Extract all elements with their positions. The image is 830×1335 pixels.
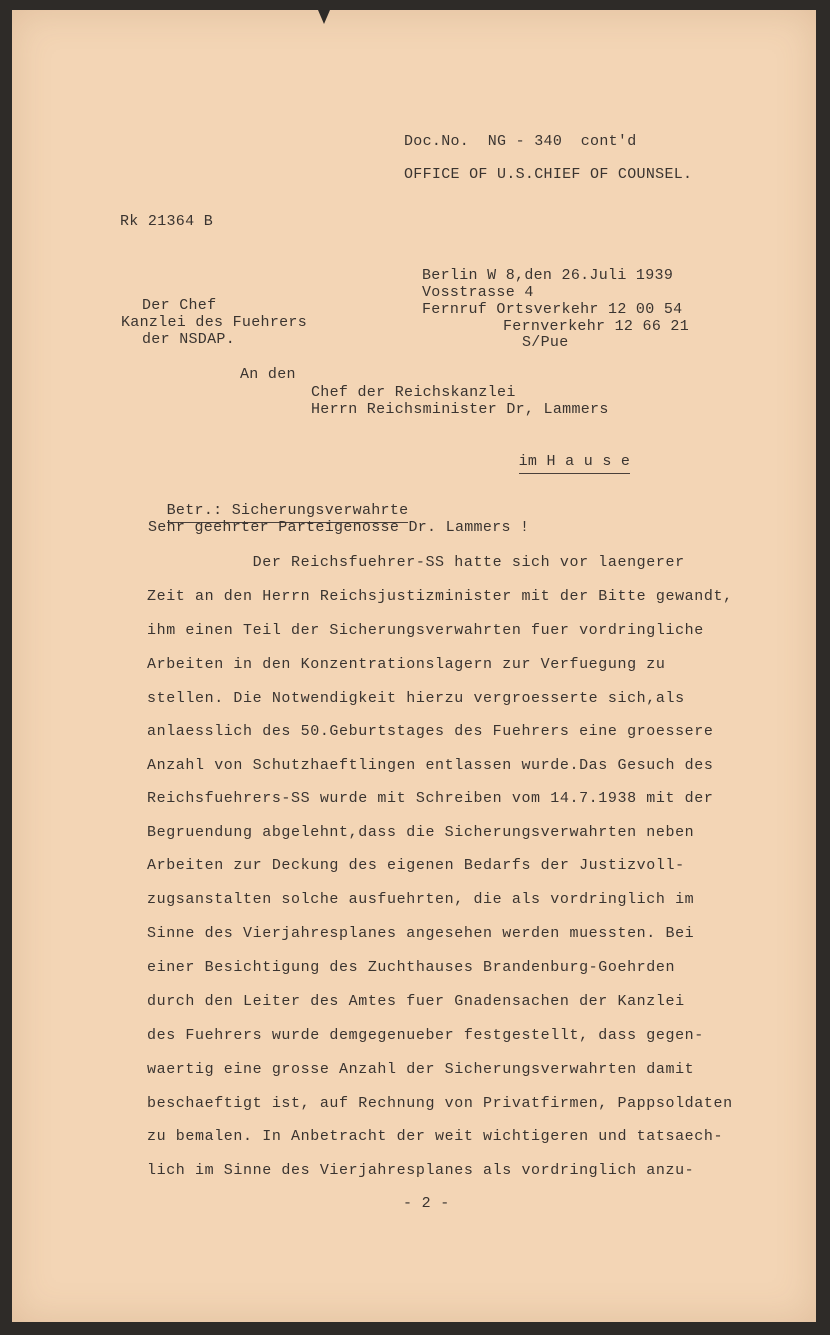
phone-local: Fernruf Ortsverkehr 12 00 54 [422,301,683,318]
subject-wrap [148,485,408,519]
recipient-name: Herrn Reichsminister Dr, Lammers [311,401,609,418]
body-line: Anzahl von Schutzhaeftlingen entlassen wurde.Das Gesuch des [147,757,714,774]
address: Vosstrasse 4 [422,284,534,301]
body-line: Begruendung abgelehnt,dass die Sicherungsverwahrten neben [147,824,695,841]
sender-title: Der Chef [142,297,217,314]
sender-party: der NSDAP. [142,331,236,348]
salutation: Sehr geehrter Parteigenosse Dr. Lammers ! [148,519,530,536]
recipient-title: Chef der Reichskanzlei [311,384,516,401]
initials: S/Pue [522,334,569,351]
body-line: Sinne des Vierjahresplanes angesehen werden muessten. Bei [147,925,695,942]
body-line: durch den Leiter des Amtes fuer Gnadensachen der Kanzlei [147,993,685,1010]
reference-number: Rk 21364 B [120,213,214,230]
sender-office: Kanzlei des Fuehrers [121,314,308,331]
subject-line: Betr.: Sicherungsverwahrte [167,502,409,523]
office-line: OFFICE OF U.S.CHIEF OF COUNSEL. [404,166,693,183]
body-line: Arbeiten zur Deckung des eigenen Bedarfs der Justizvoll- [147,857,685,874]
body-line: Der Reichsfuehrer-SS hatte sich vor laengerer [147,554,685,571]
body-line: zugsanstalten solche ausfuehrten, die als vordringlich im [147,891,695,908]
body-line: des Fuehrers wurde demgegenueber festgestellt, dass gegen- [147,1027,704,1044]
body-line: beschaeftigt ist, auf Rechnung von Privatfirmen, Pappsoldaten [147,1095,733,1112]
place-date: Berlin W 8,den 26.Juli 1939 [422,267,674,284]
recipient-to: An den [240,366,296,383]
body-line: einer Besichtigung des Zuchthauses Brandenburg-Goehrden [147,959,676,976]
paper-tear [318,10,330,24]
body-line: ihm einen Teil der Sicherungsverwahrten fuer vordringliche [147,622,704,639]
recipient-location: im H a u s e [519,453,631,474]
body-line: anlaesslich des 50.Geburtstages des Fuehrers eine groessere [147,723,714,740]
body-line: stellen. Die Notwendigkeit hierzu vergroesserte sich,als [147,690,685,707]
body-line: zu bemalen. In Anbetracht der weit wichtigeren und tatsaech- [147,1128,724,1145]
body-line: lich im Sinne des Vierjahresplanes als vordringlich anzu- [147,1162,695,1179]
recipient-location-wrap [500,436,630,470]
page-number: - 2 - [403,1195,450,1212]
body-line: Reichsfuehrers-SS wurde mit Schreiben vom 14.7.1938 mit der [147,790,714,807]
body-line: Zeit an den Herrn Reichsjustizminister mit der Bitte gewandt, [147,588,733,605]
body-line: Arbeiten in den Konzentrationslagern zur Verfuegung zu [147,656,666,673]
phone-long-distance: Fernverkehr 12 66 21 [503,318,690,335]
doc-number: Doc.No. NG - 340 cont'd [404,133,637,150]
body-line: waertig eine grosse Anzahl der Sicherungsverwahrten damit [147,1061,695,1078]
